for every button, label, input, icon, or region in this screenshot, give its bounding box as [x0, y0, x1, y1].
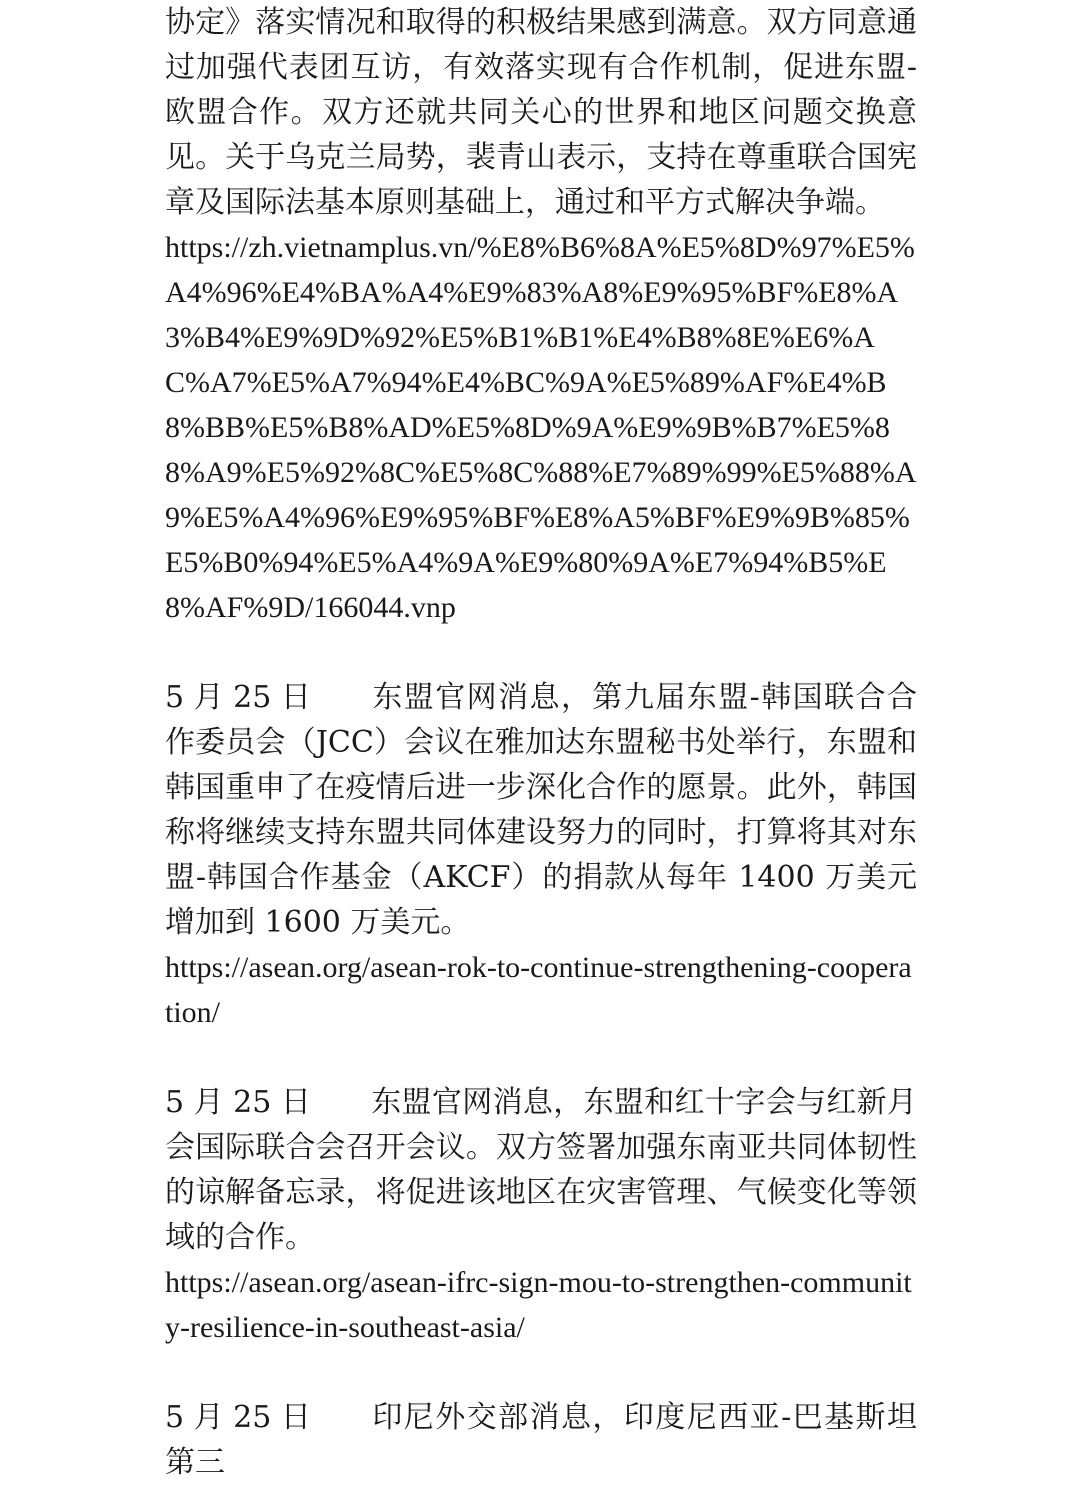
- entry-url[interactable]: https://asean.org/asean-ifrc-sign-mou-to-strengthen-community-resilience-in-southeast-asia/: [165, 1266, 912, 1344]
- news-entry: [165, 1080, 917, 1350]
- entry-date: 5 月 25 日: [165, 1400, 311, 1435]
- entry-paragraph: [165, 675, 917, 945]
- intro-paragraph: 协定》落实情况和取得的积极结果感到满意。双方同意通过加强代表团互访，有效落实现有合作机制，促进东盟-欧盟合作。双方还就共同关心的世界和地区问题交换意见。关于乌克兰局势，裴青山表示，支持在尊重联合国宪章及国际法基本原则基础上，通过和平方式解决争端。: [165, 5, 917, 220]
- entry-text: 印尼外交部消息，印度尼西亚-巴基斯坦第三: [165, 1400, 917, 1480]
- entry-date: 5 月 25 日: [165, 680, 311, 715]
- entry-text: 东盟官网消息，东盟和红十字会与红新月会国际联合会召开会议。双方签署加强东南亚共同体韧性的谅解备忘录，将促进该地区在灾害管理、气候变化等领域的合作。: [165, 1085, 917, 1255]
- entry-text: 东盟官网消息，第九届东盟-韩国联合合作委员会（JCC）会议在雅加达东盟秘书处举行，东盟和韩国重申了在疫情后进一步深化合作的愿景。此外，韩国称将继续支持东盟共同体建设努力的同时，打算将其对东盟-韩国合作基金（AKCF）的捐款从每年 1400 万美元增加到 1600 万美元。: [165, 680, 917, 940]
- entry-paragraph: [165, 1395, 917, 1485]
- document-body: [165, 0, 917, 1485]
- news-entry: [165, 1395, 917, 1485]
- news-entry: [165, 675, 917, 1035]
- entry-paragraph: [165, 1080, 917, 1260]
- entry-url[interactable]: https://asean.org/asean-rok-to-continue-strengthening-cooperation/: [165, 951, 912, 1029]
- entry-date: 5 月 25 日: [165, 1085, 311, 1120]
- intro-url[interactable]: https://zh.vietnamplus.vn/%E8%B6%8A%E5%8D%97%E5%A4%96%E4%BA%A4%E9%83%A8%E9%95%BF%E8%A3%B4%E9%9D%92%E5%B1%B1%E4%B8%8E%E6%AC%A7%E5%A7%94%E4%BC%9A%E5%89%AF%E4%B8%BB%E5%B8%AD%E5%8D%9A%E9%9B%B7%E5%88%A9%E5%92%8C%E5%8C%88%E7%89%99%E5%88%A9%E5%A4%96%E9%95%BF%E8%A5%BF%E9%9B%85%E5%B0%94%E5%A4%9A%E9%80%9A%E7%94%B5%E8%AF%9D/166044.vnp: [165, 231, 917, 624]
